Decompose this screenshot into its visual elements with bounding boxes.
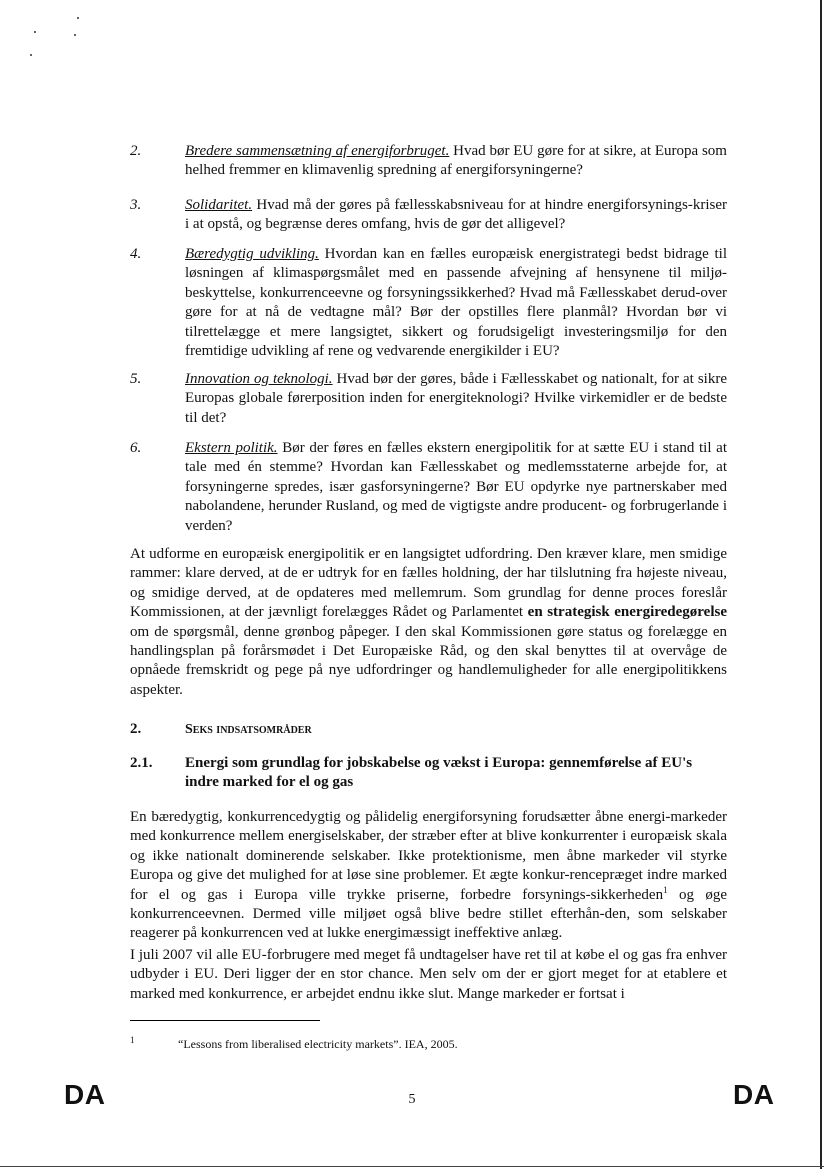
list-item-text: Hvordan kan en fælles europæisk energistrategi bedst bidrage til løsningen af klimaspørgsmålet med en passende afvejning af hensynene til miljø-beskyttelse, konkurrenceevne og forsyningssikkerhed? Hvad må Fællesskabet derud-over gøre for at nå de vedtagne mål? Bør der opstilles flere planmål? Hvordan bør vi tilrettelægge et mere langsigtet, sikkert og forudsigeligt investeringsmiljø for den fremtidige udvikling af rene og vedvarende energikilder i EU?: [185, 246, 727, 360]
list-item-text: Hvad bør der gøres, både i Fællesskabet og nationalt, for at sikre Europas globale førerposition inden for energiteknologi? Hvilke virkemidler er de bedste til det?: [185, 371, 727, 426]
list-item-body: [185, 142, 727, 181]
footnote-separator: [130, 1020, 320, 1021]
list-item-title: Bredere sammensætning af energiforbruget.: [185, 143, 450, 159]
list-item: [130, 245, 727, 361]
list-item-title: Innovation og teknologi.: [185, 371, 333, 387]
body-paragraph: [130, 545, 727, 700]
list-item-title: Bæredygtig udvikling.: [185, 246, 319, 262]
section-heading: [130, 720, 727, 739]
scan-speck: [34, 31, 36, 33]
body-paragraph: [130, 808, 727, 944]
list-item: [130, 439, 727, 536]
list-item-text: Hvad må der gøres på fællesskabsniveau for at hindre energiforsynings-kriser i at opstå, og begrænse deres omfang, hvis de gør det alligevel?: [185, 197, 727, 233]
footnote-number: 1: [130, 1035, 135, 1045]
list-item: [130, 142, 727, 181]
section-number: 2.: [130, 721, 142, 737]
list-item: [130, 370, 727, 428]
list-item-number: 2.: [130, 143, 142, 159]
list-item: [130, 196, 727, 235]
page-border: [820, 0, 822, 1169]
list-item-text: Bør der føres en fælles ekstern energipolitik for at sætte EU i stand til at tale med én stemme? Hvordan kan Fællesskabet og medlemsstaterne arbejde for, at forsyningerne spredes, især gasforsyningerne? Bør EU opdyrke nye partnerskaber med nabolandene, herunder Rusland, og med de vigtigste andre producent- og forbrugerlande i verden?: [185, 440, 727, 534]
scan-speck: [74, 34, 76, 36]
page-border-bottom: [0, 1166, 824, 1167]
paragraph-text: At udforme en europæisk energipolitik er en langsigtet udfordring. Den kræver klare, men smidige rammer: klare derved, at de er udtryk for en fælles holdning, der har tilslutning fra højeste niveau, og smidige derved, at de opdateres med mellemrum. Som grundlag for denne proces foreslår Kommissionen, at der jævnligt forelægges Rådet og Parlamentet: [130, 546, 727, 621]
body-paragraph: [130, 946, 727, 1004]
list-item-body: [185, 196, 727, 235]
language-code-right: DA: [733, 1079, 775, 1110]
list-item-title: Solidaritet.: [185, 197, 253, 213]
list-item-body: [185, 439, 727, 536]
emphasis-text: en strategisk energiredegørelse: [527, 604, 727, 621]
paragraph-text: om de spørgsmål, denne grønbog påpeger. I den skal Kommissionen gøre status og forelægge en handlingsplan på forårsmødet i Det Europæiske Råd, og den skal benyttes til at overvåge de opnåede fremskridt og pege på nye udfordringer og handlemuligheder for alle energipolitikkens aspekter.: [130, 623, 727, 698]
list-item-number: 5.: [130, 371, 142, 387]
subsection-heading: [130, 754, 727, 793]
list-item-text: Hvad bør EU gøre for at sikre, at Europa som helhed fremmer en klimavenlig spredning af energiforsyningerne?: [185, 143, 727, 179]
paragraph-text: En bæredygtig, konkurrencedygtig og pålidelig energiforsyning forudsætter åbne energi-markeder med konkurrence mellem energiselskaber, der stræber efter at blive konkurrenter i europæisk skala og ikke nationalt dominerende selskaber. Ikke protektionisme, men åbne markeder vil styrke Europa og give det mulighed for at løse sine problemer. Et ægte konkur-rencepræget indre marked for el og gas i Europa ville trykke priserne, forbedre forsynings-sikkerheden: [130, 809, 727, 903]
footnote-reference[interactable]: 1: [663, 884, 668, 895]
subsection-number: 2.1.: [130, 755, 153, 771]
footnote: [130, 1036, 727, 1052]
footnote-text: “Lessons from liberalised electricity markets”. IEA, 2005.: [178, 1037, 458, 1051]
list-item-number: 3.: [130, 197, 142, 213]
list-item-body: [185, 370, 727, 428]
list-item-body: [185, 245, 727, 361]
page-number: 5: [408, 1092, 416, 1107]
list-item-number: 4.: [130, 246, 142, 262]
paragraph-text: I juli 2007 vil alle EU-forbrugere med meget få undtagelser have ret til at købe el og gas fra enhver udbyder i EU. Deri ligger der en stor chance. Men selv om der er gjort meget for at etablere et marked med konkurrence, er arbejdet endnu ikke slut. Mange markeder er fortsat i: [130, 947, 727, 1002]
subsection-title: Energi som grundlag for jobskabelse og vækst i Europa: gennemførelse af EU's indre marked for el og gas: [185, 755, 693, 791]
scan-speck: [30, 54, 32, 56]
section-title: Seks indsatsområder: [185, 722, 312, 737]
list-item-number: 6.: [130, 440, 142, 456]
list-item-title: Ekstern politik.: [185, 440, 278, 456]
language-code-left: DA: [64, 1079, 106, 1110]
paragraph-text: og øge konkurrenceevnen. Dermed ville miljøet også blive bedre stillet efterhån-den, som selskaber reagerer på konkurrencen ved at lukke energimæssigt ineffektive anlæg.: [130, 886, 727, 942]
scan-speck: [77, 17, 79, 19]
